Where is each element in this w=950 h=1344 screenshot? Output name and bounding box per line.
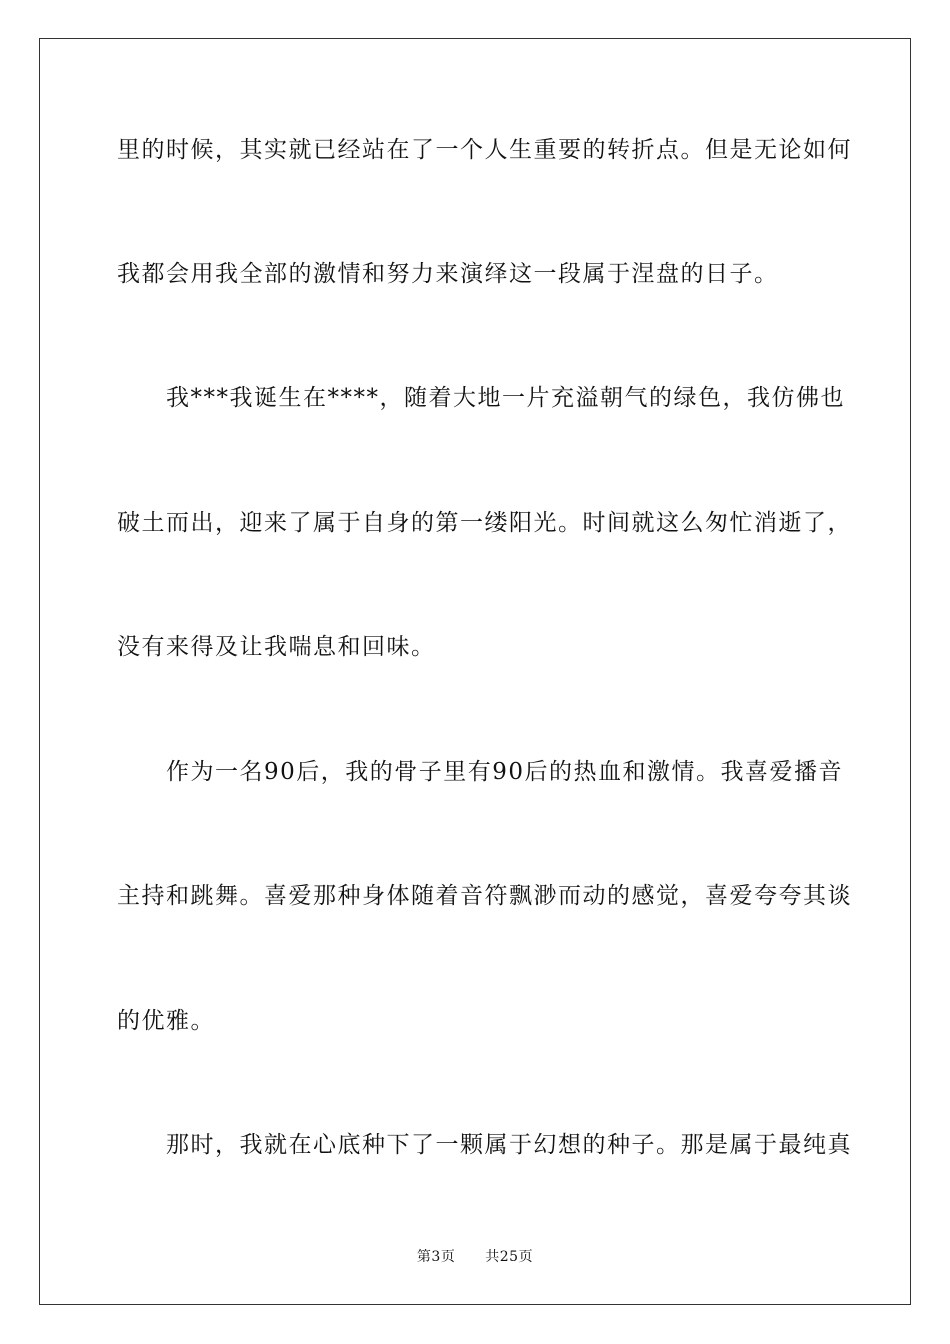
page-total: 共25页 xyxy=(485,1249,534,1265)
text-line-3: 我***我诞生在****，随着大地一片充溢朝气的绿色，我仿佛也 xyxy=(117,385,845,411)
text-line-5: 没有来得及让我喘息和回味。 xyxy=(117,634,436,660)
text-line-9: 那时，我就在心底种下了一颗属于幻想的种子。那是属于最纯真 xyxy=(117,1132,852,1158)
text-line-4: 破土而出，迎来了属于自身的第一缕阳光。时间就这么匆忙消逝了， xyxy=(117,510,852,536)
text-line-7: 主持和跳舞。喜爱那种身体随着音符飘渺而动的感觉，喜爱夸夸其谈 xyxy=(117,883,852,909)
text-line-2: 我都会用我全部的激情和努力来演绎这一段属于涅盘的日子。 xyxy=(117,261,779,287)
page-footer xyxy=(0,1246,950,1266)
page-number: 第3页 xyxy=(416,1249,456,1265)
text-line-6: 作为一名90后，我的骨子里有90后的热血和激情。我喜爱播音 xyxy=(117,759,844,785)
text-line-8: 的优雅。 xyxy=(117,1008,215,1034)
text-line-1: 里的时候，其实就已经站在了一个人生重要的转折点。但是无论如何 xyxy=(117,137,852,163)
page-border xyxy=(39,38,911,1305)
